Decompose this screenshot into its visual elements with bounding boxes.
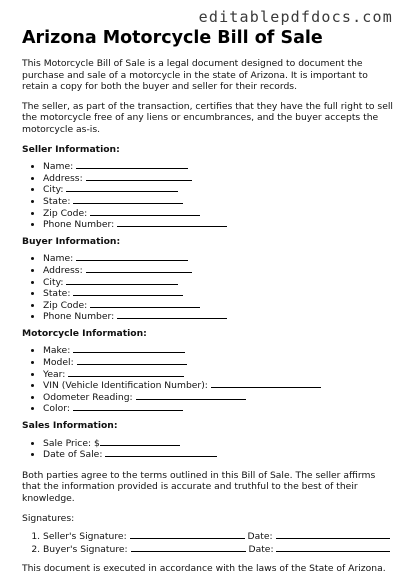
motorcycle-color-field <box>43 402 394 414</box>
footer-paragraph: This document is executed in accordance with the laws of the State of Arizona. <box>22 563 386 575</box>
fill-in-line[interactable] <box>73 402 183 411</box>
fill-in-line[interactable] <box>90 207 200 216</box>
signature-line[interactable] <box>130 530 245 539</box>
field-label: City: <box>43 276 64 288</box>
intro-paragraph: This Motorcycle Bill of Sale is a legal document designed to document the purchase and sale of a motorcycle in the state of Arizona. It is important to retain a copy for both the buyer and seller for their records. <box>22 58 368 93</box>
sale-price-field <box>43 437 394 449</box>
signature-lines <box>22 530 394 555</box>
fill-in-line[interactable] <box>100 437 180 446</box>
signature-label: Buyer's Signature: <box>43 543 128 555</box>
field-label: Name: <box>43 161 74 173</box>
fill-in-line[interactable] <box>66 276 178 285</box>
field-label: Zip Code: <box>43 207 88 219</box>
fill-in-line[interactable] <box>105 448 217 457</box>
certification-paragraph: The seller, as part of the transaction, certifies that they have the full right to sell the motorcycle free of any liens or encumbrances, and the buyer accepts the motorcycle as-is. <box>22 100 393 135</box>
fill-in-line[interactable] <box>86 172 192 181</box>
date-label: Date: <box>247 531 273 543</box>
motorcycle-heading: Motorcycle Information: <box>22 327 147 339</box>
fill-in-line[interactable] <box>68 368 184 377</box>
motorcycle-model-field <box>43 356 394 368</box>
site-watermark: editablepdfdocs.com <box>198 8 393 26</box>
field-label: Sale Price: $ <box>43 437 100 449</box>
motorcycle-vin-field <box>43 379 394 391</box>
fill-in-line[interactable] <box>73 344 185 353</box>
motorcycle-year-field <box>43 368 394 380</box>
buyer-name-field <box>43 252 394 264</box>
seller-address-field <box>43 172 394 184</box>
fill-in-line[interactable] <box>90 299 200 308</box>
field-label: Make: <box>43 345 71 357</box>
fill-in-line[interactable] <box>136 391 246 400</box>
buyer-state-field <box>43 287 394 299</box>
date-line[interactable] <box>276 530 390 539</box>
field-label: Model: <box>43 357 74 369</box>
buyer-address-field <box>43 264 394 276</box>
field-label: Odometer Reading: <box>43 391 133 403</box>
seller-name-field <box>43 160 394 172</box>
fill-in-line[interactable] <box>73 287 183 296</box>
field-label: Address: <box>43 264 83 276</box>
seller-zip-field <box>43 207 394 219</box>
motorcycle-make-field <box>43 344 394 356</box>
buyer-zip-field <box>43 299 394 311</box>
sale-date-field <box>43 448 394 460</box>
field-label: Year: <box>43 368 66 380</box>
date-label: Date: <box>248 543 274 555</box>
fill-in-line[interactable] <box>66 183 178 192</box>
agreement-paragraph: Both parties agree to the terms outlined in this Bill of Sale. The seller affirms that the information provided is accurate and truthful to the best of their knowledge. <box>22 469 376 504</box>
seller-state-field <box>43 195 394 207</box>
seller-phone-field <box>43 218 394 230</box>
buyer-phone-field <box>43 310 394 322</box>
sales-fields <box>22 437 394 460</box>
field-label: Color: <box>43 403 70 415</box>
document-title: Arizona Motorcycle Bill of Sale <box>22 28 323 48</box>
fill-in-line[interactable] <box>76 160 188 169</box>
field-label: Phone Number: <box>43 311 115 323</box>
field-label: City: <box>43 184 64 196</box>
field-label: Name: <box>43 253 74 265</box>
fill-in-line[interactable] <box>86 264 192 273</box>
fill-in-line[interactable] <box>117 218 227 227</box>
field-label: Address: <box>43 172 83 184</box>
seller-city-field <box>43 183 394 195</box>
signatures-heading: Signatures: <box>22 512 75 524</box>
motorcycle-odometer-field <box>43 391 394 403</box>
fill-in-line[interactable] <box>117 310 227 319</box>
seller-signature-row <box>43 530 394 543</box>
seller-heading: Seller Information: <box>22 143 120 155</box>
field-label: Phone Number: <box>43 219 115 231</box>
field-label: Date of Sale: <box>43 449 103 461</box>
document-body <box>22 58 394 583</box>
fill-in-line[interactable] <box>76 252 188 261</box>
buyer-signature-row <box>43 543 394 556</box>
buyer-fields <box>22 252 394 322</box>
buyer-heading: Buyer Information: <box>22 235 121 247</box>
fill-in-line[interactable] <box>77 356 187 365</box>
fill-in-line[interactable] <box>211 379 321 388</box>
motorcycle-fields <box>22 344 394 414</box>
fill-in-line[interactable] <box>73 195 183 204</box>
signature-label: Seller's Signature: <box>43 531 127 543</box>
seller-fields <box>22 160 394 230</box>
field-label: VIN (Vehicle Identification Number): <box>43 380 208 392</box>
field-label: Zip Code: <box>43 299 88 311</box>
field-label: State: <box>43 288 71 300</box>
signature-line[interactable] <box>131 543 246 552</box>
buyer-city-field <box>43 276 394 288</box>
sales-heading: Sales Information: <box>22 420 118 432</box>
date-line[interactable] <box>276 543 390 552</box>
field-label: State: <box>43 195 71 207</box>
